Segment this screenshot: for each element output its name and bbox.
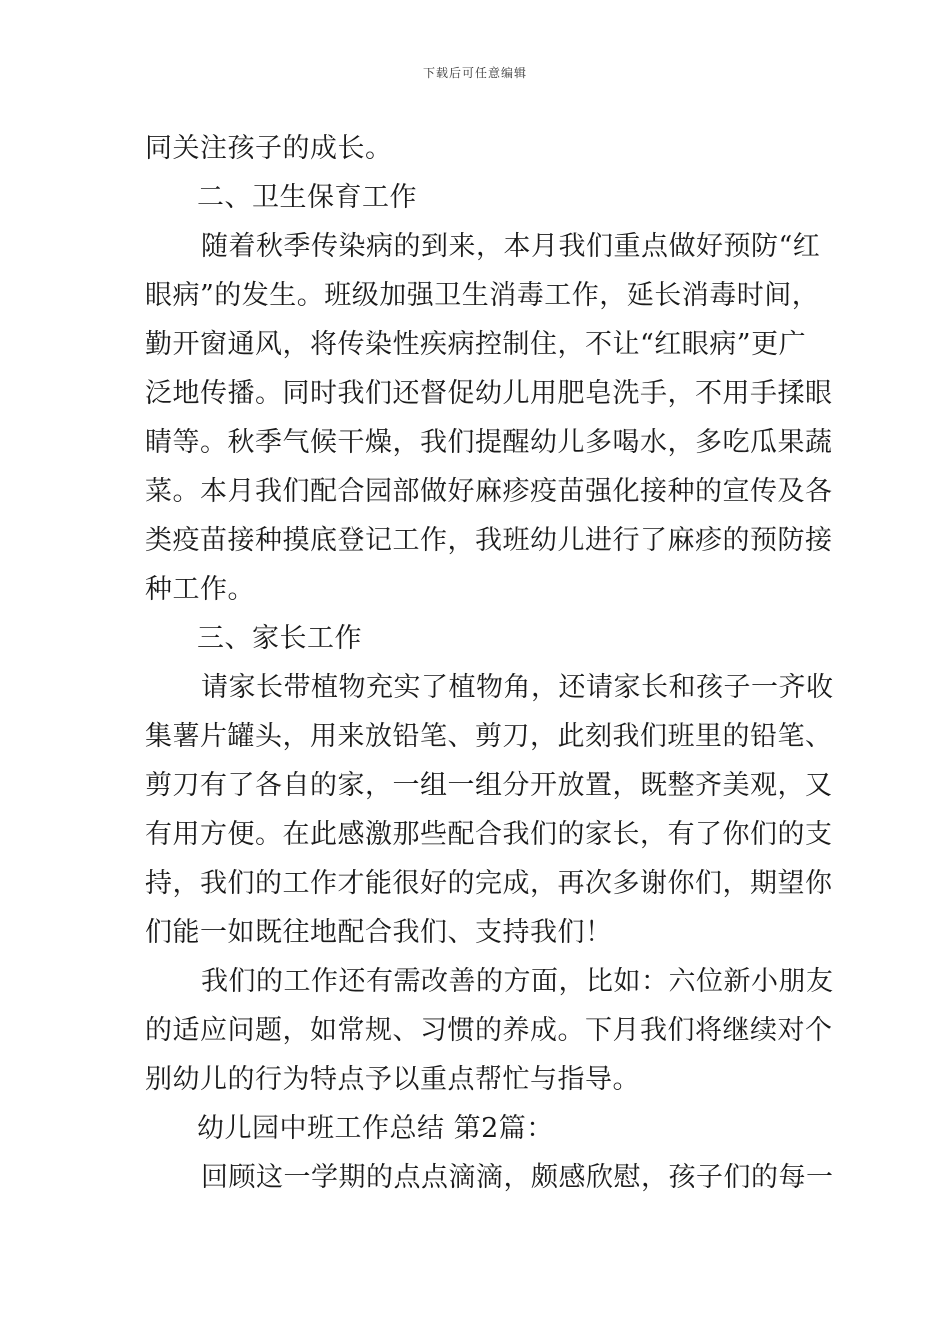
text-line: 勤开窗通风，将传染性疾病控制住，不让“红眼病”更广 [145, 329, 807, 360]
text-line: 的适应问题，如常规、习惯的养成。下月我们将继续对个 [145, 1015, 833, 1046]
text-line: 回顾这一学期的点点滴滴，颇感欣慰，孩子们的每一 [201, 1162, 834, 1193]
text-line: 同关注孩子的成长。 [145, 133, 393, 164]
text-line: 请家长带植物充实了植物角，还请家长和孩子一齐收 [201, 672, 834, 703]
text-line: 们能一如既往地配合我们、支持我们！ [145, 917, 613, 948]
text-line: 随着秋季传染病的到来，本月我们重点做好预防“红 [201, 231, 821, 262]
text-line: 眼病”的发生。班级加强卫生消毒工作，延长消毒时间， [145, 280, 820, 311]
text-line: 别幼儿的行为特点予以重点帮忙与指导。 [145, 1064, 640, 1095]
document-body [145, 124, 834, 1202]
section-heading: 二、卫生保育工作 [197, 182, 417, 213]
text-line: 类疫苗接种摸底登记工作，我班幼儿进行了麻疹的预防接 [145, 525, 833, 556]
text-line: 泛地传播。同时我们还督促幼儿用肥皂洗手，不用手揉眼 [145, 378, 833, 409]
text-line: 剪刀有了各自的家，一组一组分开放置，既整齐美观，又 [145, 770, 833, 801]
text-line: 睛等。秋季气候干燥，我们提醒幼儿多喝水，多吃瓜果蔬 [145, 427, 833, 458]
text-line: 我们的工作还有需改善的方面，比如：六位新小朋友 [201, 966, 834, 997]
section-heading: 三、家长工作 [197, 623, 362, 654]
page-header: 下载后可任意编辑 [422, 66, 527, 80]
text-line: 持，我们的工作才能很好的完成，再次多谢你们，期望你 [145, 868, 833, 899]
section-heading: 幼儿园中班工作总结 第2篇： [197, 1113, 554, 1144]
text-line: 菜。本月我们配合园部做好麻疹疫苗强化接种的宣传及各 [145, 476, 833, 507]
text-line: 集薯片罐头，用来放铅笔、剪刀，此刻我们班里的铅笔、 [145, 721, 833, 752]
text-line: 种工作。 [145, 574, 255, 605]
text-line: 有用方便。在此感激那些配合我们的家长，有了你们的支 [145, 819, 833, 850]
